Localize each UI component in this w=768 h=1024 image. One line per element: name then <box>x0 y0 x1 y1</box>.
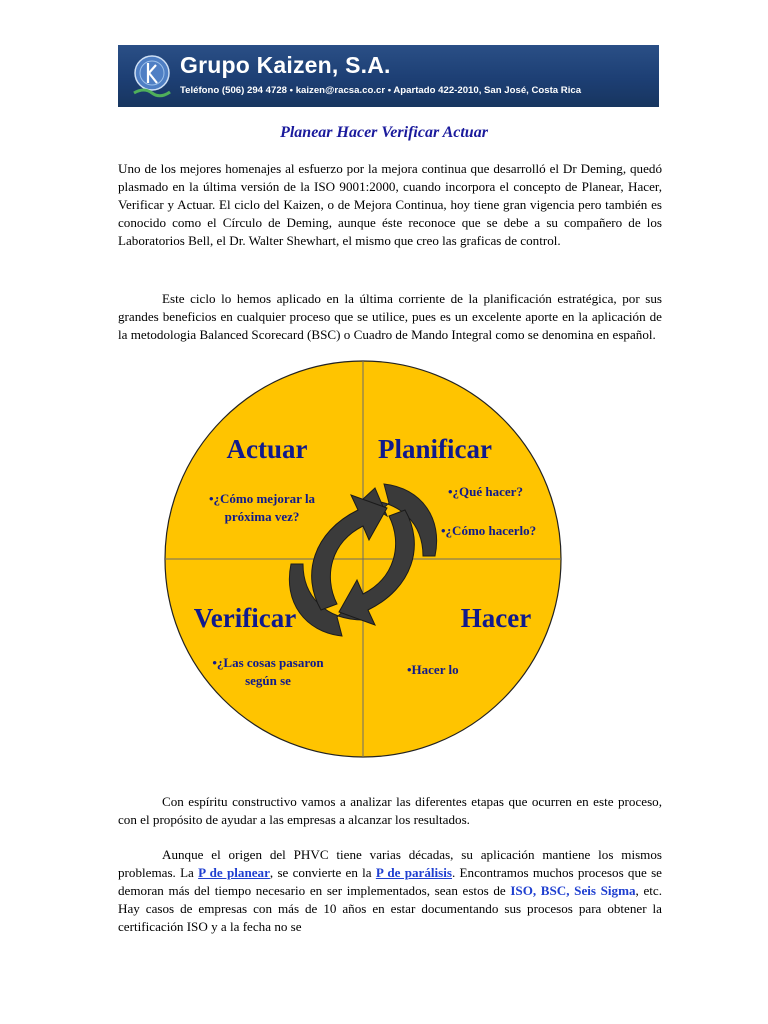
verificar-title: Verificar <box>193 603 297 633</box>
actuar-question-line2: próxima vez? <box>224 509 300 524</box>
paragraph-intro: Uno de los mejores homenajes al esfuerzo por la mejora continua que desarrolló el Dr Deming, quedó plasmado en la última versión de la ISO 9001:2000, cuando incorpora el concepto de Planear, Hacer, Verificar y Actuar. El ciclo del Kaizen, o de Mejora Continua, hoy tiene gran vigencia pero también es conocido como el Círculo de Deming, aunque éste reconoce que se debe a su compañero de los Laboratorios Bell, el Dr. Walter Shewhart, el mismo que creo las graficas de control. <box>118 161 662 248</box>
planificar-title: Planificar <box>378 434 492 464</box>
pdca-diagram <box>153 360 573 760</box>
planificar-question-line2: •¿Cómo hacerlo? <box>441 523 537 538</box>
verificar-question-line1: •¿Las cosas pasaron <box>212 655 324 670</box>
origin-text-2: , se convierte en la <box>269 865 376 880</box>
kaizen-logo-icon <box>132 53 172 99</box>
company-contact: Teléfono (506) 294 4728 • kaizen@racsa.co.cr • Apartado 422-2010, San José, Costa Rica <box>180 85 582 96</box>
paragraph-strategy: Este ciclo lo hemos aplicado en la última corriente de la planificación estratégica, por sus grandes beneficios en cualquier proceso que se utilice, pues es un excelente aporte en la aplicación de la metodologia Balanced Scorecard (BSC) o Cuadro de Mando Integral como se denomina en español. <box>118 291 662 342</box>
p-de-planear-link[interactable]: P de planear <box>198 865 270 880</box>
origin-text-1: Aunque el origen del PHVC tiene varias décadas, su aplicación mantiene los mismos problemas. La <box>118 847 662 880</box>
p-de-paralisis-link[interactable]: P de parálisis <box>375 865 453 880</box>
planificar-question-line1: •¿Qué hacer? <box>448 484 523 499</box>
verificar-question-line2: según se <box>245 673 291 688</box>
methodologies-highlight: ISO, BSC, Seis Sigma <box>510 883 636 898</box>
page-title: Planear Hacer Verificar Actuar <box>280 124 488 141</box>
paragraph-analysis: Con espíritu constructivo vamos a analizar las diferentes etapas que ocurren en este proceso, con el propósito de ayudar a las empresas a alcanzar los resultados. <box>118 794 662 827</box>
hacer-title: Hacer <box>460 603 532 633</box>
hacer-question-line1: •Hacer lo <box>407 662 459 677</box>
actuar-question-line1: •¿Cómo mejorar la <box>208 491 316 506</box>
company-name: Grupo Kaizen, S.A. <box>180 52 391 78</box>
actuar-title: Actuar <box>226 434 308 464</box>
origin-text-4: , etc. Hay casos de empresas con más de 10 años en estar documentando sus procesos para obtener la certificación ISO y a la fecha no se <box>118 883 662 934</box>
origin-text-3: . Encontramos muchos procesos que se demoran más del tiempo necesario en ser implementados, sean estos de <box>118 865 662 898</box>
company-header <box>118 45 659 107</box>
paragraph-origin <box>118 846 662 936</box>
